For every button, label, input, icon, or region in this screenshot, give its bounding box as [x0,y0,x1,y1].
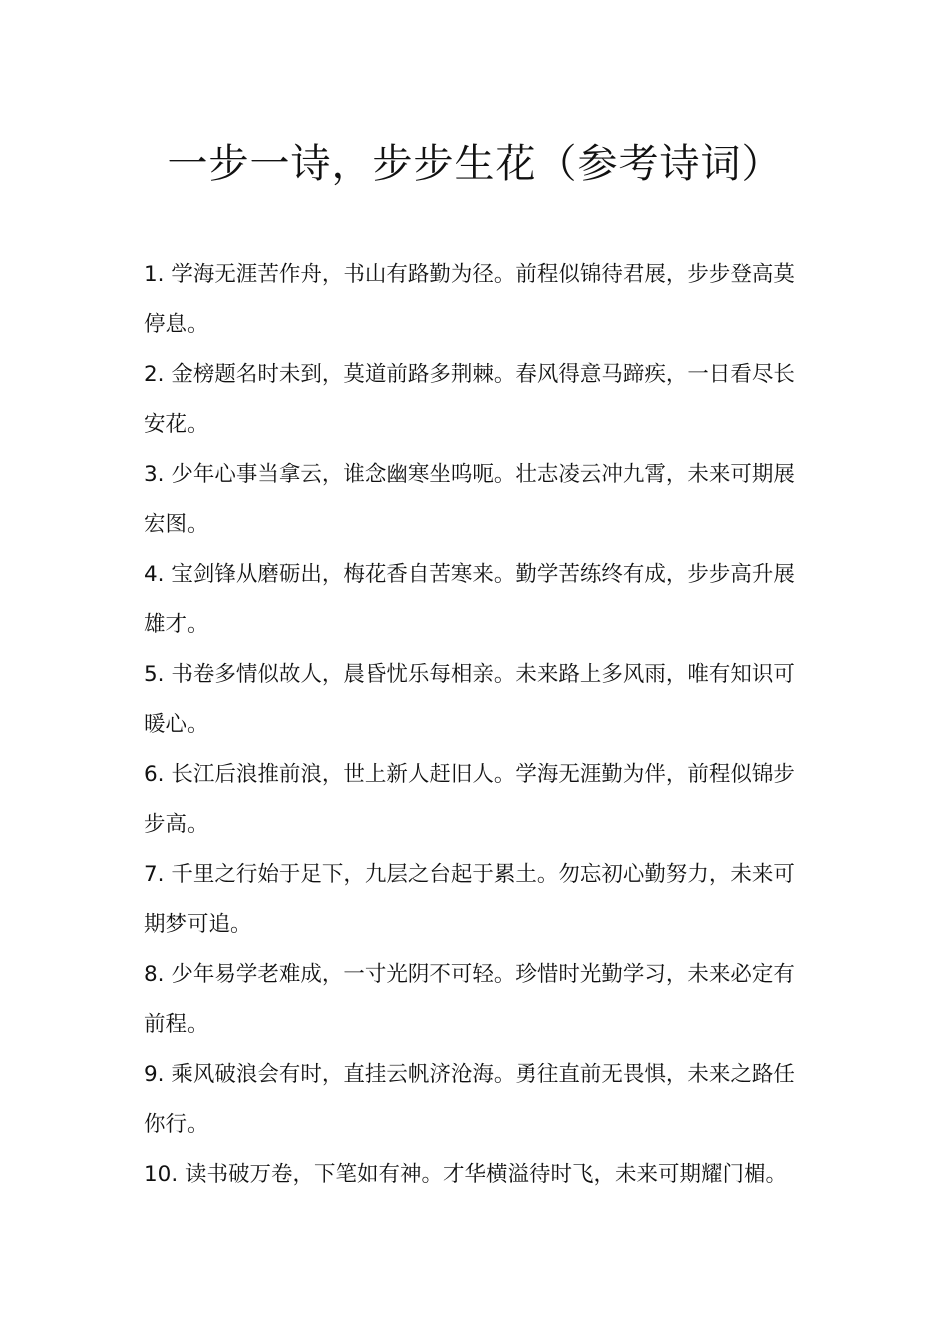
poem-item: 8. 少年易学老难成，一寸光阴不可轻。珍惜时光勤学习，未来必定有前程。 [144,962,795,1037]
poem-item: 5. 书卷多情似故人，晨昏忧乐每相亲。未来路上多风雨，唯有知识可暖心。 [144,662,795,737]
poem-item: 9. 乘风破浪会有时，直挂云帆济沧海。勇往直前无畏惧，未来之路任你行。 [144,1062,795,1137]
document-title: 一步一诗，步步生花（参考诗词） [167,141,783,187]
poem-item: 4. 宝剑锋从磨砺出，梅花香自苦寒来。勤学苦练终有成，步步高升展雄才。 [144,562,795,637]
poem-item: 1. 学海无涯苦作舟，书山有路勤为径。前程似锦待君展，步步登高莫停息。 [144,262,795,337]
poem-item: 2. 金榜题名时未到，莫道前路多荆棘。春风得意马蹄疾，一日看尽长安花。 [144,362,795,437]
poem-list [144,250,810,1200]
poem-item: 10. 读书破万卷，下笔如有神。才华横溢待时飞，未来可期耀门楣。 [144,1162,788,1187]
poem-item: 7. 千里之行始于足下，九层之台起于累土。勿忘初心勤努力，未来可期梦可追。 [144,862,795,937]
poem-item: 6. 长江后浪推前浪，世上新人赶旧人。学海无涯勤为伴，前程似锦步步高。 [144,762,795,837]
poem-item: 3. 少年心事当拿云，谁念幽寒坐呜呃。壮志凌云冲九霄，未来可期展宏图。 [144,462,795,537]
